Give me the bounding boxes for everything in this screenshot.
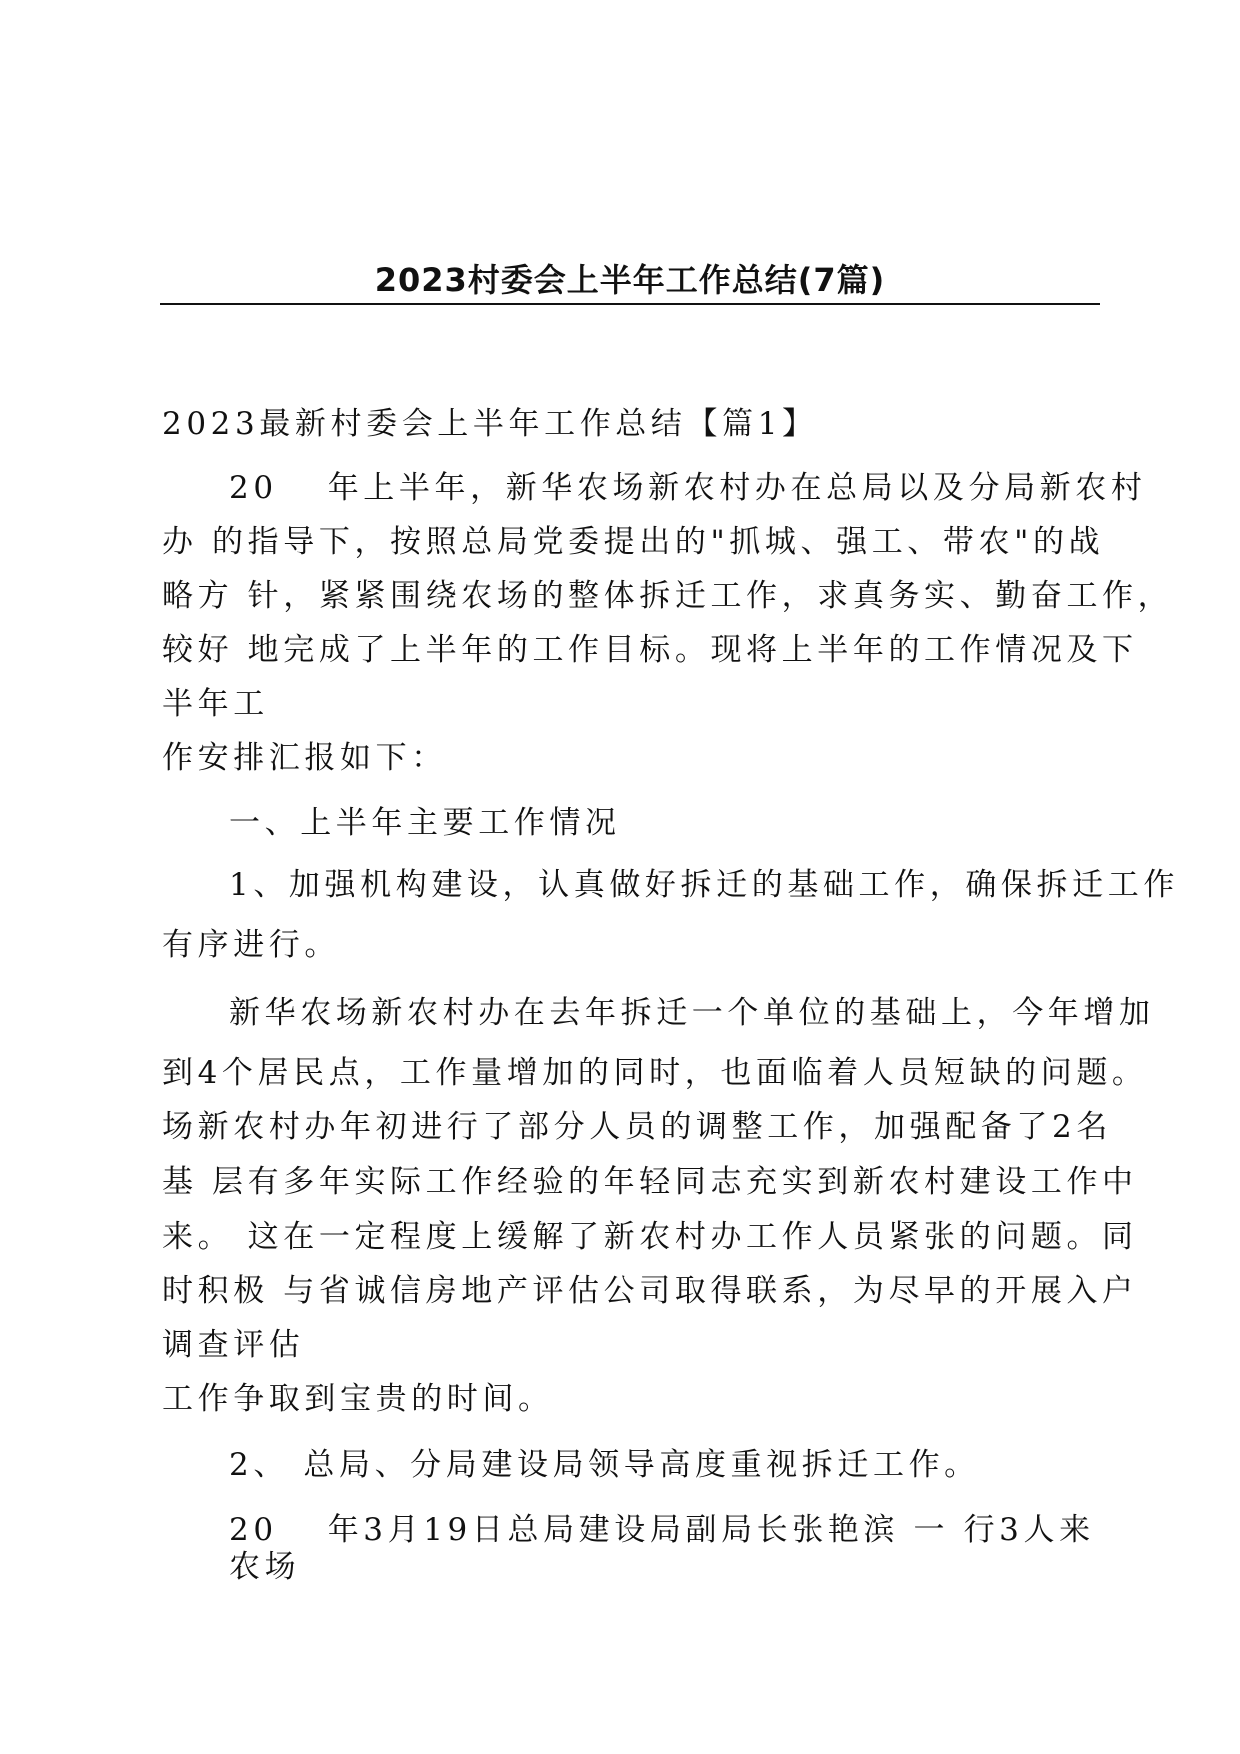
title-rule: [160, 303, 1100, 305]
section-heading: 2023最新村委会上半年工作总结【篇1】: [162, 406, 818, 442]
text-line: 场新农村办年初进行了部分人员的调整工作，加强配备了2名: [162, 1109, 1112, 1145]
text-line: 农场: [229, 1549, 301, 1585]
text-line: 20 年上半年，新华农场新农村办在总局以及分局新农村: [229, 470, 1147, 506]
text-line: 略方 针，紧紧围绕农场的整体拆迁工作，求真务实、勤奋工作，: [162, 578, 1174, 614]
section-heading: 一、上半年主要工作情况: [229, 805, 621, 841]
text-line: 有序进行。: [162, 927, 340, 963]
document-title: 2023村委会上半年工作总结(7篇): [374, 261, 886, 299]
text-line: 基 层有多年实际工作经验的年轻同志充实到新农村建设工作中: [162, 1164, 1138, 1200]
text-line: 来。 这在一定程度上缓解了新农村办工作人员紧张的问题。同: [162, 1219, 1138, 1255]
text-line: 较好 地完成了上半年的工作目标。现将上半年的工作情况及下: [162, 632, 1138, 668]
section-heading: 2、 总局、分局建设局领导高度重视拆迁工作。: [229, 1447, 980, 1483]
text-line: 半年工: [162, 686, 269, 722]
text-line: 工作争取到宝贵的时间。: [162, 1381, 554, 1417]
text-line: 作安排汇报如下：: [162, 740, 447, 776]
text-line: 时积极 与省诚信房地产评估公司取得联系，为尽早的开展入户: [162, 1273, 1138, 1309]
text-line: 到4个居民点，工作量增加的同时，也面临着人员短缺的问题。: [162, 1055, 1148, 1091]
text-line: 新华农场新农村办在去年拆迁一个单位的基础上，今年增加: [229, 995, 1155, 1031]
text-line: 1、加强机构建设，认真做好拆迁的基础工作，确保拆迁工作: [229, 867, 1179, 903]
text-line: 办 的指导下，按照总局党委提出的"抓城、强工、带农"的战: [162, 524, 1105, 560]
text-line: 调查评估: [162, 1327, 305, 1363]
text-line: 20 年3月19日总局建设局副局长张艳滨 一 行3人来: [229, 1512, 1095, 1548]
